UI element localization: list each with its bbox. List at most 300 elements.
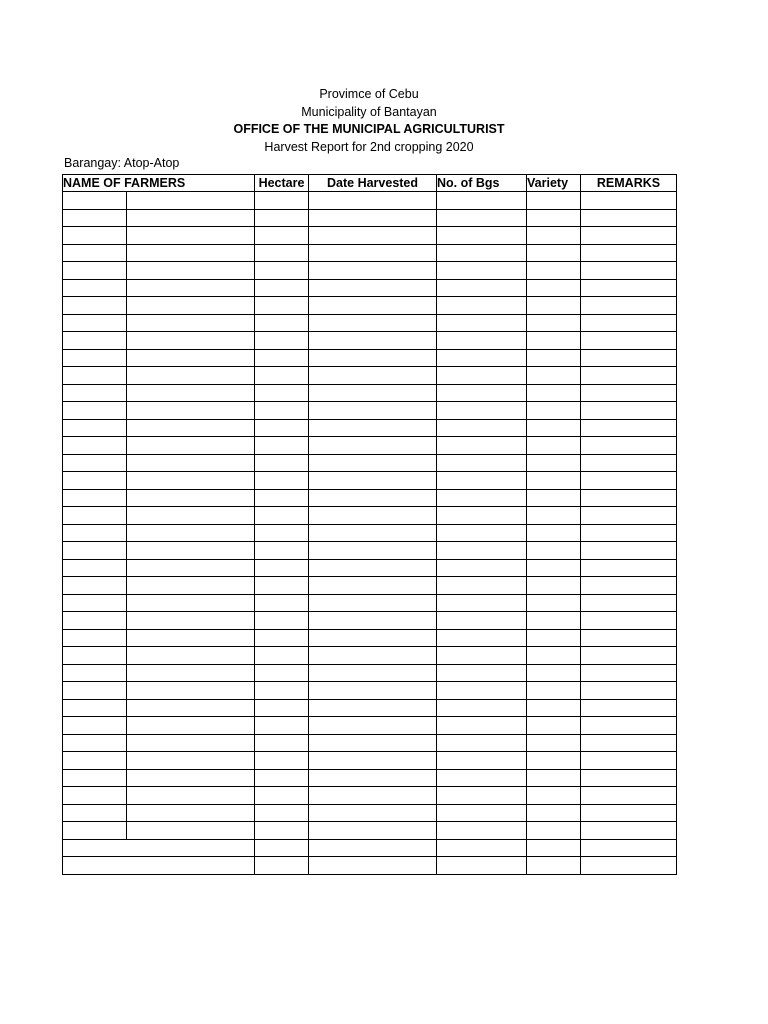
cell-no-of-bags [437, 437, 527, 455]
table-row [63, 279, 677, 297]
table-body [63, 192, 677, 875]
table-row [63, 192, 677, 210]
cell-farmer-name [127, 454, 255, 472]
table-row [63, 699, 677, 717]
cell-date-harvested [309, 612, 437, 630]
cell-remarks [581, 577, 677, 595]
cell-no [63, 262, 127, 280]
cell-farmer-name [127, 612, 255, 630]
cell-remarks [581, 349, 677, 367]
cell-remarks [581, 454, 677, 472]
cell-no-of-bags [437, 244, 527, 262]
cell-no-of-bags [437, 297, 527, 315]
cell-no-of-bags [437, 559, 527, 577]
cell-no-of-bags [437, 262, 527, 280]
cell-remarks [581, 787, 677, 805]
cell-farmer-name [127, 209, 255, 227]
cell-no-of-bags [437, 314, 527, 332]
cell-date-harvested [309, 664, 437, 682]
table-row [63, 594, 677, 612]
table-row [63, 542, 677, 560]
cell-farmer-name [127, 332, 255, 350]
cell-farmer-name [127, 297, 255, 315]
cell-no [63, 804, 127, 822]
cell-date-harvested [309, 752, 437, 770]
cell-no-of-bags [437, 752, 527, 770]
cell-farmer-name [127, 734, 255, 752]
cell-date-harvested [309, 542, 437, 560]
cell-no [63, 752, 127, 770]
cell-farmer-name [127, 192, 255, 210]
cell-farmer-name [127, 472, 255, 490]
table-row [63, 384, 677, 402]
cell-hectare [255, 769, 309, 787]
cell-no-of-bags [437, 507, 527, 525]
cell-variety [527, 437, 581, 455]
cell-remarks [581, 314, 677, 332]
table-row [63, 839, 677, 857]
cell-hectare [255, 594, 309, 612]
cell-no [63, 787, 127, 805]
cell-no [63, 734, 127, 752]
cell-farmer-name [127, 489, 255, 507]
cell-no-of-bags [437, 454, 527, 472]
table-row [63, 367, 677, 385]
cell-date-harvested [309, 804, 437, 822]
cell-farmer-name [127, 577, 255, 595]
cell-no [63, 542, 127, 560]
cell-date-harvested [309, 734, 437, 752]
cell-hectare [255, 314, 309, 332]
cell-farmer-name [127, 244, 255, 262]
cell-date-harvested [309, 857, 437, 875]
cell-no-of-bags [437, 349, 527, 367]
cell-hectare [255, 209, 309, 227]
cell-farmer-name [127, 804, 255, 822]
cell-variety [527, 542, 581, 560]
cell-no-of-bags [437, 682, 527, 700]
cell-no-of-bags [437, 769, 527, 787]
table-row [63, 489, 677, 507]
cell-remarks [581, 559, 677, 577]
cell-farmer-name [127, 752, 255, 770]
cell-hectare [255, 349, 309, 367]
cell-remarks [581, 489, 677, 507]
cell-variety [527, 577, 581, 595]
table-row [63, 822, 677, 840]
table-row [63, 752, 677, 770]
cell-no [63, 559, 127, 577]
cell-no [63, 349, 127, 367]
cell-no [63, 594, 127, 612]
table-row [63, 629, 677, 647]
table-row [63, 577, 677, 595]
cell-date-harvested [309, 314, 437, 332]
table-row [63, 717, 677, 735]
cell-no [63, 489, 127, 507]
office-line: OFFICE OF THE MUNICIPAL AGRICULTURIST [233, 122, 505, 136]
cell-hectare [255, 857, 309, 875]
cell-no [63, 699, 127, 717]
cell-no [63, 682, 127, 700]
cell-hectare [255, 437, 309, 455]
cell-hectare [255, 787, 309, 805]
column-header-hectare: Hectare [255, 175, 309, 192]
cell-date-harvested [309, 822, 437, 840]
table-row [63, 559, 677, 577]
cell-remarks [581, 227, 677, 245]
cell-no [63, 647, 127, 665]
cell-variety [527, 787, 581, 805]
table-row [63, 787, 677, 805]
harvest-report-table [62, 174, 677, 875]
cell-farmer-name [127, 682, 255, 700]
cell-remarks [581, 472, 677, 490]
cell-remarks [581, 402, 677, 420]
cell-date-harvested [309, 507, 437, 525]
cell-date-harvested [309, 332, 437, 350]
cell-remarks [581, 419, 677, 437]
cell-hectare [255, 279, 309, 297]
table-row [63, 419, 677, 437]
cell-no [63, 664, 127, 682]
cell-no-of-bags [437, 612, 527, 630]
cell-no-of-bags [437, 734, 527, 752]
cell-remarks [581, 437, 677, 455]
cell-no [63, 279, 127, 297]
table-row [63, 454, 677, 472]
cell-hectare [255, 577, 309, 595]
cell-no [63, 629, 127, 647]
cell-remarks [581, 664, 677, 682]
report-title: Harvest Report for 2nd cropping 2020 [264, 139, 474, 154]
cell-date-harvested [309, 839, 437, 857]
cell-remarks [581, 507, 677, 525]
cell-variety [527, 647, 581, 665]
cell-no-of-bags [437, 839, 527, 857]
cell-no [63, 524, 127, 542]
barangay-label: Barangay: Atop-Atop [64, 156, 180, 170]
cell-hectare [255, 402, 309, 420]
cell-variety [527, 367, 581, 385]
table-row [63, 349, 677, 367]
cell-variety [527, 699, 581, 717]
cell-hectare [255, 734, 309, 752]
table-row [63, 804, 677, 822]
cell-remarks [581, 839, 677, 857]
cell-no [63, 367, 127, 385]
cell-no-of-bags [437, 594, 527, 612]
cell-hectare [255, 612, 309, 630]
cell-date-harvested [309, 699, 437, 717]
cell-variety [527, 612, 581, 630]
cell-variety [527, 192, 581, 210]
cell-no-of-bags [437, 472, 527, 490]
cell-no-of-bags [437, 402, 527, 420]
cell-variety [527, 734, 581, 752]
cell-variety [527, 839, 581, 857]
table-row [63, 244, 677, 262]
cell-no [63, 332, 127, 350]
cell-variety [527, 822, 581, 840]
cell-remarks [581, 629, 677, 647]
cell-remarks [581, 699, 677, 717]
cell-remarks [581, 594, 677, 612]
cell-no [63, 472, 127, 490]
cell-hectare [255, 664, 309, 682]
cell-no-of-bags [437, 857, 527, 875]
cell-no [63, 822, 127, 840]
table-row [63, 857, 677, 875]
cell-date-harvested [309, 787, 437, 805]
cell-farmer-name [127, 524, 255, 542]
cell-variety [527, 769, 581, 787]
table-row [63, 402, 677, 420]
cell-no-of-bags [437, 332, 527, 350]
cell-remarks [581, 332, 677, 350]
cell-farmer-name [127, 437, 255, 455]
cell-no-of-bags [437, 787, 527, 805]
cell-farmer-name [127, 559, 255, 577]
table-row [63, 734, 677, 752]
cell-no-of-bags [437, 384, 527, 402]
cell-farmer-name [127, 349, 255, 367]
cell-remarks [581, 752, 677, 770]
cell-hectare [255, 524, 309, 542]
cell-hectare [255, 804, 309, 822]
cell-farmer-name [127, 314, 255, 332]
cell-farmer-name [127, 647, 255, 665]
cell-remarks [581, 384, 677, 402]
cell-remarks [581, 262, 677, 280]
cell-date-harvested [309, 244, 437, 262]
cell-hectare [255, 839, 309, 857]
cell-variety [527, 472, 581, 490]
table-row [63, 682, 677, 700]
cell-farmer-name [127, 227, 255, 245]
cell-remarks [581, 857, 677, 875]
cell-remarks [581, 804, 677, 822]
cell-date-harvested [309, 384, 437, 402]
cell-date-harvested [309, 524, 437, 542]
cell-name-of-farmers [63, 839, 255, 857]
cell-date-harvested [309, 419, 437, 437]
column-header-date-harvested: Date Harvested [309, 175, 437, 192]
cell-variety [527, 664, 581, 682]
cell-no-of-bags [437, 822, 527, 840]
cell-hectare [255, 682, 309, 700]
cell-variety [527, 209, 581, 227]
column-header-remarks: REMARKS [581, 175, 677, 192]
cell-no [63, 384, 127, 402]
cell-date-harvested [309, 279, 437, 297]
table-row [63, 664, 677, 682]
cell-farmer-name [127, 367, 255, 385]
cell-variety [527, 857, 581, 875]
cell-variety [527, 594, 581, 612]
cell-date-harvested [309, 437, 437, 455]
cell-date-harvested [309, 367, 437, 385]
cell-hectare [255, 699, 309, 717]
cell-hectare [255, 367, 309, 385]
cell-no [63, 297, 127, 315]
cell-no-of-bags [437, 209, 527, 227]
cell-remarks [581, 542, 677, 560]
cell-date-harvested [309, 227, 437, 245]
cell-remarks [581, 647, 677, 665]
cell-variety [527, 244, 581, 262]
cell-date-harvested [309, 262, 437, 280]
cell-name-of-farmers [63, 857, 255, 875]
cell-hectare [255, 227, 309, 245]
table-row [63, 297, 677, 315]
cell-variety [527, 262, 581, 280]
column-header-variety: Variety [527, 175, 581, 192]
cell-remarks [581, 734, 677, 752]
cell-variety [527, 524, 581, 542]
cell-variety [527, 489, 581, 507]
cell-farmer-name [127, 769, 255, 787]
cell-no [63, 192, 127, 210]
cell-no-of-bags [437, 699, 527, 717]
table-row [63, 769, 677, 787]
cell-no [63, 227, 127, 245]
cell-farmer-name [127, 279, 255, 297]
cell-remarks [581, 612, 677, 630]
cell-farmer-name [127, 384, 255, 402]
cell-variety [527, 297, 581, 315]
cell-remarks [581, 244, 677, 262]
table-row [63, 472, 677, 490]
cell-remarks [581, 367, 677, 385]
table-header-row [63, 175, 677, 192]
cell-no [63, 244, 127, 262]
cell-remarks [581, 297, 677, 315]
column-header-name-of-farmers: NAME OF FARMERS [63, 175, 255, 192]
cell-remarks [581, 822, 677, 840]
cell-date-harvested [309, 192, 437, 210]
cell-hectare [255, 489, 309, 507]
cell-date-harvested [309, 647, 437, 665]
cell-variety [527, 717, 581, 735]
cell-date-harvested [309, 717, 437, 735]
cell-variety [527, 752, 581, 770]
cell-no [63, 577, 127, 595]
cell-hectare [255, 244, 309, 262]
cell-variety [527, 227, 581, 245]
table-row [63, 612, 677, 630]
cell-variety [527, 402, 581, 420]
cell-date-harvested [309, 682, 437, 700]
cell-hectare [255, 262, 309, 280]
cell-hectare [255, 454, 309, 472]
cell-hectare [255, 332, 309, 350]
cell-variety [527, 332, 581, 350]
cell-hectare [255, 559, 309, 577]
cell-remarks [581, 209, 677, 227]
cell-no [63, 507, 127, 525]
cell-variety [527, 804, 581, 822]
cell-farmer-name [127, 664, 255, 682]
cell-farmer-name [127, 419, 255, 437]
cell-variety [527, 682, 581, 700]
table-row [63, 524, 677, 542]
cell-hectare [255, 419, 309, 437]
cell-no-of-bags [437, 192, 527, 210]
cell-no [63, 314, 127, 332]
cell-remarks [581, 717, 677, 735]
cell-date-harvested [309, 349, 437, 367]
province-line: Provimce of Cebu [319, 87, 419, 101]
cell-date-harvested [309, 577, 437, 595]
cell-date-harvested [309, 769, 437, 787]
cell-hectare [255, 752, 309, 770]
table-row [63, 209, 677, 227]
cell-farmer-name [127, 787, 255, 805]
cell-no [63, 209, 127, 227]
cell-no-of-bags [437, 647, 527, 665]
cell-farmer-name [127, 717, 255, 735]
cell-no-of-bags [437, 279, 527, 297]
cell-variety [527, 507, 581, 525]
cell-date-harvested [309, 629, 437, 647]
cell-date-harvested [309, 559, 437, 577]
cell-date-harvested [309, 489, 437, 507]
cell-no-of-bags [437, 489, 527, 507]
cell-date-harvested [309, 209, 437, 227]
cell-remarks [581, 769, 677, 787]
cell-variety [527, 384, 581, 402]
cell-farmer-name [127, 699, 255, 717]
cell-farmer-name [127, 402, 255, 420]
cell-hectare [255, 717, 309, 735]
cell-date-harvested [309, 402, 437, 420]
cell-hectare [255, 507, 309, 525]
cell-date-harvested [309, 297, 437, 315]
table-row [63, 437, 677, 455]
cell-no-of-bags [437, 419, 527, 437]
cell-no-of-bags [437, 664, 527, 682]
cell-farmer-name [127, 594, 255, 612]
cell-no [63, 419, 127, 437]
cell-hectare [255, 384, 309, 402]
municipality-line: Municipality of Bantayan [301, 104, 437, 119]
cell-hectare [255, 297, 309, 315]
cell-hectare [255, 472, 309, 490]
cell-remarks [581, 682, 677, 700]
cell-hectare [255, 647, 309, 665]
cell-no-of-bags [437, 542, 527, 560]
cell-farmer-name [127, 507, 255, 525]
cell-variety [527, 279, 581, 297]
cell-remarks [581, 192, 677, 210]
report-header [0, 86, 738, 156]
cell-farmer-name [127, 629, 255, 647]
cell-no-of-bags [437, 804, 527, 822]
cell-date-harvested [309, 472, 437, 490]
cell-variety [527, 314, 581, 332]
cell-no-of-bags [437, 577, 527, 595]
table-row [63, 332, 677, 350]
cell-hectare [255, 192, 309, 210]
cell-no-of-bags [437, 367, 527, 385]
cell-no-of-bags [437, 524, 527, 542]
cell-variety [527, 454, 581, 472]
table-row [63, 314, 677, 332]
cell-farmer-name [127, 822, 255, 840]
cell-hectare [255, 542, 309, 560]
cell-no [63, 402, 127, 420]
